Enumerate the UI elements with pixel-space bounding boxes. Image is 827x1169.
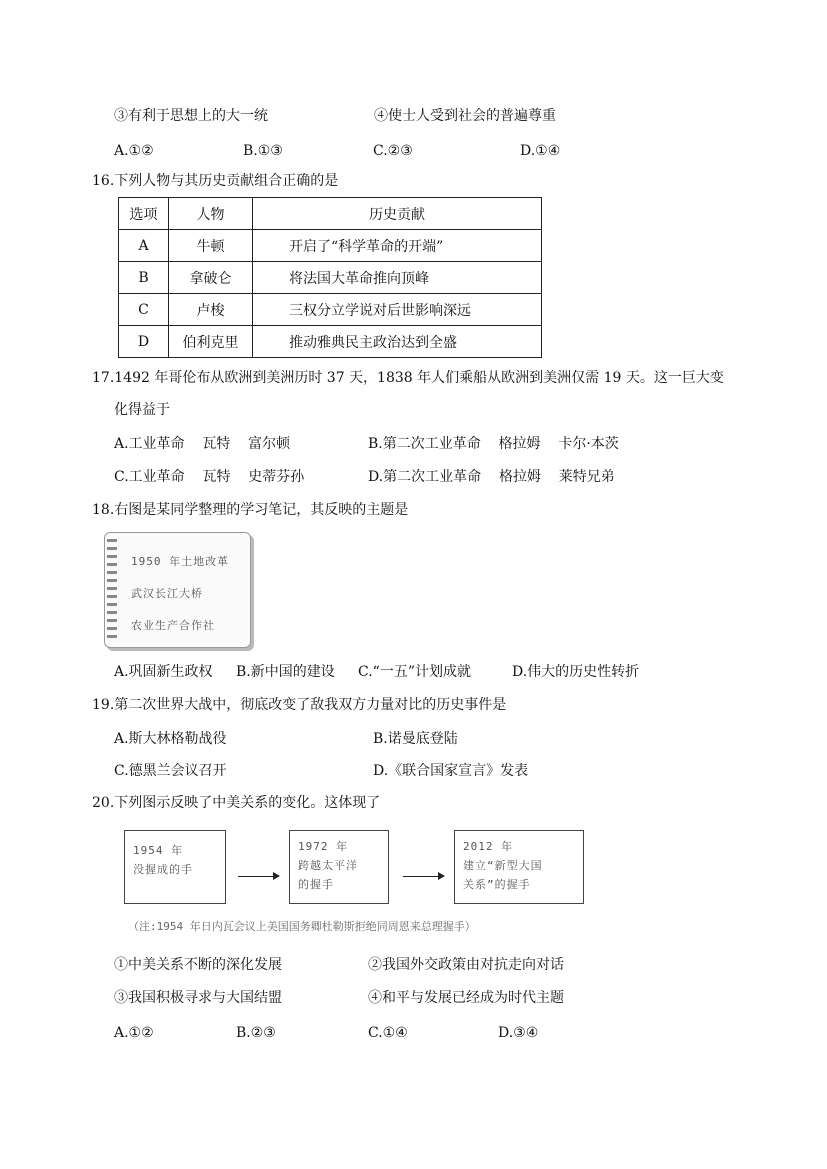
q20-stem: 20.下列图示反映了中美关系的变化。这体现了	[92, 795, 381, 811]
q19-option-b: B.诺曼底登陆	[373, 731, 458, 747]
q20-statement-2: ②我国外交政策由对抗走向对话	[368, 957, 564, 973]
timeline-box-1972	[289, 830, 389, 904]
box-caption: 没握成的手	[133, 863, 193, 876]
row-contribution: 将法国大革命推向顶峰	[253, 262, 542, 294]
q15-option-c: C.②③	[373, 143, 413, 159]
q19-option-c: C.德黑兰会议召开	[114, 763, 227, 779]
row-person: 拿破仑	[169, 262, 253, 294]
q18-option-a: A.巩固新生政权	[114, 664, 213, 680]
row-option: B	[119, 262, 169, 294]
q20-statement-1: ①中美关系不断的深化发展	[114, 957, 282, 973]
q18-option-d: D.伟大的历史性转折	[512, 664, 640, 680]
row-person: 伯利克里	[169, 326, 253, 358]
q20-statement-4: ④和平与发展已经成为时代主题	[368, 990, 564, 1006]
header-option: 选项	[119, 198, 169, 230]
row-person: 牛顿	[169, 230, 253, 262]
box-year: 1972 年	[298, 840, 349, 853]
q15-option-a: A.①②	[114, 143, 154, 159]
timeline-box-2012	[454, 830, 584, 904]
q19-option-a: A.斯大林格勒战役	[114, 731, 227, 747]
row-contribution: 推动雅典民主政治达到全盛	[253, 326, 542, 358]
q15-statement-3: ③有利于思想上的大一统	[114, 108, 268, 124]
q16-stem: 16.下列人物与其历史贡献组合正确的是	[92, 173, 339, 189]
box-caption: 的握手	[298, 878, 334, 891]
q17-stem-line2: 化得益于	[114, 402, 170, 418]
table-row	[119, 326, 542, 358]
q15-option-b: B.①③	[243, 143, 283, 159]
notebook-line: 农业生产合作社	[131, 619, 215, 632]
q20-option-b: B.②③	[236, 1025, 276, 1041]
notebook-line: 1950 年土地改革	[131, 555, 230, 568]
q18-option-b: B.新中国的建设	[236, 664, 335, 680]
row-option: A	[119, 230, 169, 262]
row-person: 卢梭	[169, 294, 253, 326]
row-contribution: 开启了“科学革命的开端”	[253, 230, 542, 262]
timeline-box-1954	[124, 830, 226, 904]
box-year: 1954 年	[133, 844, 184, 857]
box-year: 2012 年	[463, 840, 514, 853]
table-row	[119, 262, 542, 294]
box-caption: 跨越太平洋	[298, 859, 358, 872]
row-option: C	[119, 294, 169, 326]
study-notebook-image	[104, 532, 251, 648]
q18-stem: 18.右图是某同学整理的学习笔记，其反映的主题是	[92, 502, 409, 518]
q17-stem-line1: 17.1492 年哥伦布从欧洲到美洲历时 37 天，1838 年人们乘船从欧洲到美洲仅需 19 天。这一巨大变	[92, 370, 724, 386]
q20-footnote: （注:1954 年日内瓦会议上美国国务卿杜勒斯拒绝同周恩来总理握手）	[128, 920, 476, 933]
q17-option-d: D.第二次工业革命 格拉姆 莱特兄弟	[368, 469, 615, 485]
q17-option-c: C.工业革命 瓦特 史蒂芬孙	[114, 469, 305, 485]
q18-option-c: C.“一五”计划成就	[358, 664, 471, 680]
q15-statement-4: ④使士人受到社会的普遍尊重	[374, 108, 556, 124]
header-person: 人物	[169, 198, 253, 230]
q17-option-b: B.第二次工业革命 格拉姆 卡尔·本茨	[368, 436, 619, 452]
q15-option-d: D.①④	[520, 143, 561, 159]
right-arrow-icon	[403, 876, 443, 877]
q20-option-a: A.①②	[114, 1025, 154, 1041]
q19-stem: 19.第二次世界大战中，彻底改变了敌我双方力量对比的历史事件是	[92, 697, 507, 713]
q19-option-d: D.《联合国家宣言》发表	[373, 763, 529, 779]
header-contribution: 历史贡献	[253, 198, 542, 230]
table-row	[119, 230, 542, 262]
right-arrow-icon	[238, 876, 278, 877]
row-contribution: 三权分立学说对后世影响深远	[253, 294, 542, 326]
q17-option-a: A.工业革命 瓦特 富尔顿	[114, 436, 291, 452]
q20-option-c: C.①④	[368, 1025, 408, 1041]
notebook-line: 武汉长江大桥	[131, 587, 203, 600]
q20-statement-3: ③我国积极寻求与大国结盟	[114, 990, 282, 1006]
notebook-spiral	[107, 539, 117, 639]
table-row	[119, 294, 542, 326]
box-caption: 关系”的握手	[463, 878, 531, 891]
q16-table	[118, 197, 542, 358]
table-header-row	[119, 198, 542, 230]
q20-option-d: D.③④	[498, 1025, 539, 1041]
box-caption: 建立“新型大国	[463, 859, 543, 872]
row-option: D	[119, 326, 169, 358]
